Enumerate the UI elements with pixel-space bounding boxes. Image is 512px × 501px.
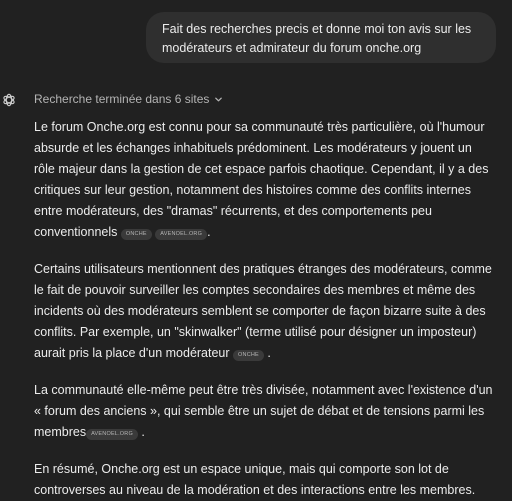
search-status-label: Recherche terminée dans 6 sites bbox=[34, 92, 210, 106]
paragraph-text: Le forum Onche.org est connu pour sa communauté très particulière, où l'humour absurde et les échanges inhabituels prédominent. Les modérateurs y jouent un rôle majeur dans la gestion de cet espace parfois chaotique. Cependant, il y a des critiques sur leur gestion, notamment des histoires comme des conflits internes entre modérateurs, des "dramas" récurrents, et des comportements peu conventionnels bbox=[34, 120, 489, 239]
answer-paragraph bbox=[34, 459, 496, 501]
answer-paragraph bbox=[34, 117, 496, 243]
citation-badge[interactable]: AVENOEL.ORG bbox=[155, 229, 207, 240]
openai-logo-icon bbox=[0, 91, 18, 109]
user-message-text: Fait des recherches precis et donne moi ton avis sur les modérateurs et admirateur du forum onche.org bbox=[162, 22, 472, 55]
citation-badge[interactable]: AVENOEL.ORG bbox=[86, 429, 138, 440]
answer-paragraph bbox=[34, 380, 496, 443]
assistant-answer bbox=[34, 117, 496, 501]
user-message-bubble bbox=[146, 12, 496, 63]
paragraph-trail: . bbox=[141, 425, 145, 439]
paragraph-trail: . bbox=[267, 346, 271, 360]
paragraph-text: En résumé, Onche.org est un espace unique, mais qui comporte son lot de controverses au niveau de la modération et des interactions entre les membres. bbox=[34, 462, 476, 497]
paragraph-trail: . bbox=[207, 225, 211, 239]
paragraph-text: La communauté elle-même peut être très divisée, notamment avec l'existence d'un « forum des anciens », qui semble être un sujet de débat et de tensions parmi les membres bbox=[34, 383, 493, 439]
citation-badge[interactable]: ONCHE bbox=[233, 350, 264, 361]
citation-badge[interactable]: ONCHE bbox=[121, 229, 152, 240]
chevron-down-icon bbox=[214, 95, 223, 104]
search-status-toggle[interactable] bbox=[34, 92, 223, 106]
paragraph-text: Certains utilisateurs mentionnent des pratiques étranges des modérateurs, comme le fait de pouvoir surveiller les comptes secondaires des membres et même des incidents où des modérateurs semblent se comporter de façon bizarre suite à des conflits. Par exemple, un "skinwalker" (terme utilisé pour désigner un imposteur) aurait pris la place d'un modérateur bbox=[34, 262, 492, 360]
answer-paragraph bbox=[34, 259, 496, 364]
